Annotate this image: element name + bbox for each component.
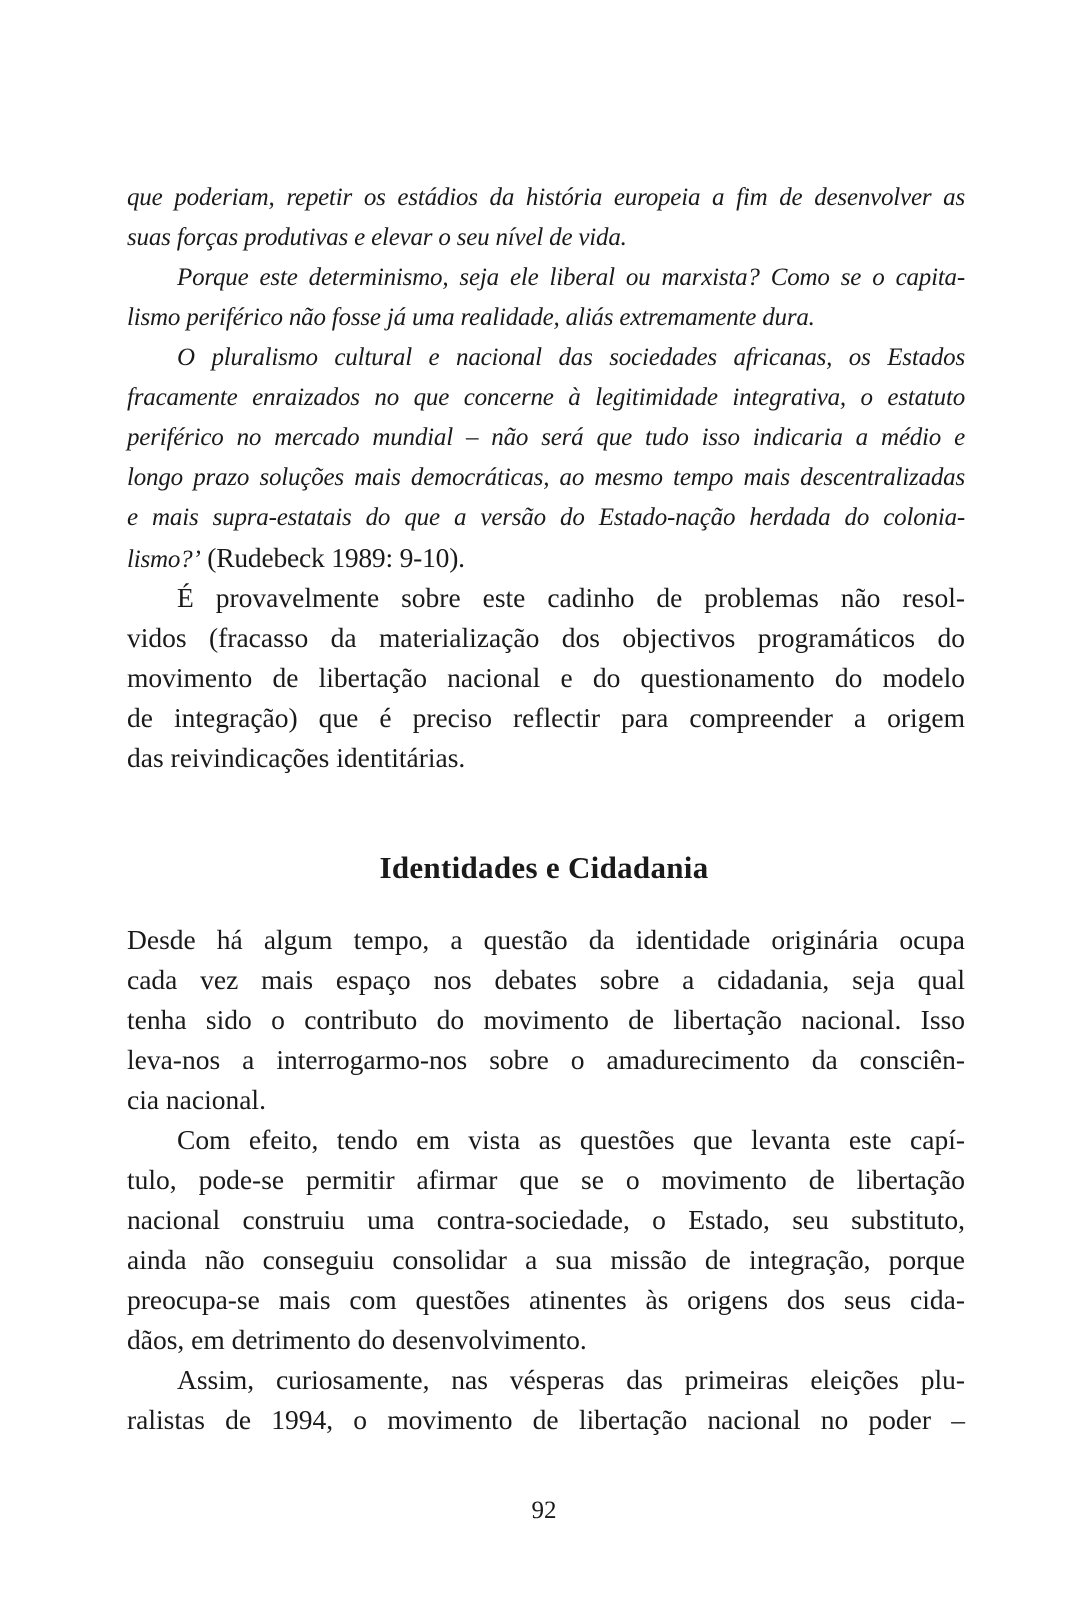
section-body (127, 920, 965, 1440)
quote-line: Porque este determinismo, seja ele liberal ou marxista? Como se o capita- (177, 264, 965, 291)
text-line: dãos, em detrimento do desenvolvimento. (127, 1324, 587, 1355)
text-line: Assim, curiosamente, nas vésperas das primeiras eleições plu- (177, 1364, 965, 1395)
quote-line: longo prazo soluções mais democráticas, ao mesmo tempo mais descentralizadas (127, 464, 965, 491)
text-line: cada vez mais espaço nos debates sobre a cidadania, seja qual (127, 964, 965, 995)
text-line: nacional construiu uma contra-sociedade, o Estado, seu substituto, (127, 1204, 965, 1235)
text-line: de integração) que é preciso reflectir para compreender a origem (127, 702, 965, 733)
quote-line-last (127, 538, 965, 578)
quote-line: O pluralismo cultural e nacional das sociedades africanas, os Estados (177, 344, 965, 371)
text-line: leva-nos a interrogarmo-nos sobre o amadurecimento da consciên- (127, 1044, 965, 1075)
text-line: ainda não conseguiu consolidar a sua missão de integração, porque (127, 1244, 965, 1275)
quote-line: lismo periférico não fosse já uma realidade, aliás extremamente dura. (127, 304, 815, 331)
section-heading: Identidades e Cidadania (379, 850, 709, 885)
text-line: Com efeito, tendo em vista as questões que levanta este capí- (177, 1124, 965, 1155)
citation: (Rudebeck 1989: 9-10). (200, 542, 465, 573)
text-line: É provavelmente sobre este cadinho de problemas não resol- (177, 582, 965, 613)
quote-line: periférico no mercado mundial – não será que tudo isso indicaria a médio e (127, 424, 965, 451)
text-line: preocupa-se mais com questões atinentes às origens dos seus cida- (127, 1284, 965, 1315)
page-number: 92 (531, 1497, 557, 1524)
text-line: Desde há algum tempo, a questão da identidade originária ocupa (127, 924, 965, 955)
quote-line: suas forças produtivas e elevar o seu nível de vida. (127, 224, 627, 251)
text-line: vidos (fracasso da materialização dos objectivos programáticos do (127, 622, 965, 653)
text-line: cia nacional. (127, 1084, 266, 1115)
text-line: movimento de libertação nacional e do questionamento do modelo (127, 662, 965, 693)
quote-line: e mais supra-estatais do que a versão do Estado-nação herdada do colonia- (127, 504, 965, 531)
quote-end: lismo?’ (127, 546, 201, 573)
quote-line: que poderiam, repetir os estádios da história europeia a fim de desenvolver as (127, 184, 965, 211)
quote-line: fracamente enraizados no que concerne à legitimidade integrativa, o estatuto (127, 384, 965, 411)
text-line: ralistas de 1994, o movimento de libertação nacional no poder – (127, 1404, 965, 1435)
block-quote (127, 178, 965, 578)
paragraph (127, 578, 965, 778)
text-line: tulo, pode-se permitir afirmar que se o movimento de libertação (127, 1164, 965, 1195)
text-line: das reivindicações identitárias. (127, 742, 466, 773)
text-line: tenha sido o contributo do movimento de libertação nacional. Isso (127, 1004, 965, 1035)
